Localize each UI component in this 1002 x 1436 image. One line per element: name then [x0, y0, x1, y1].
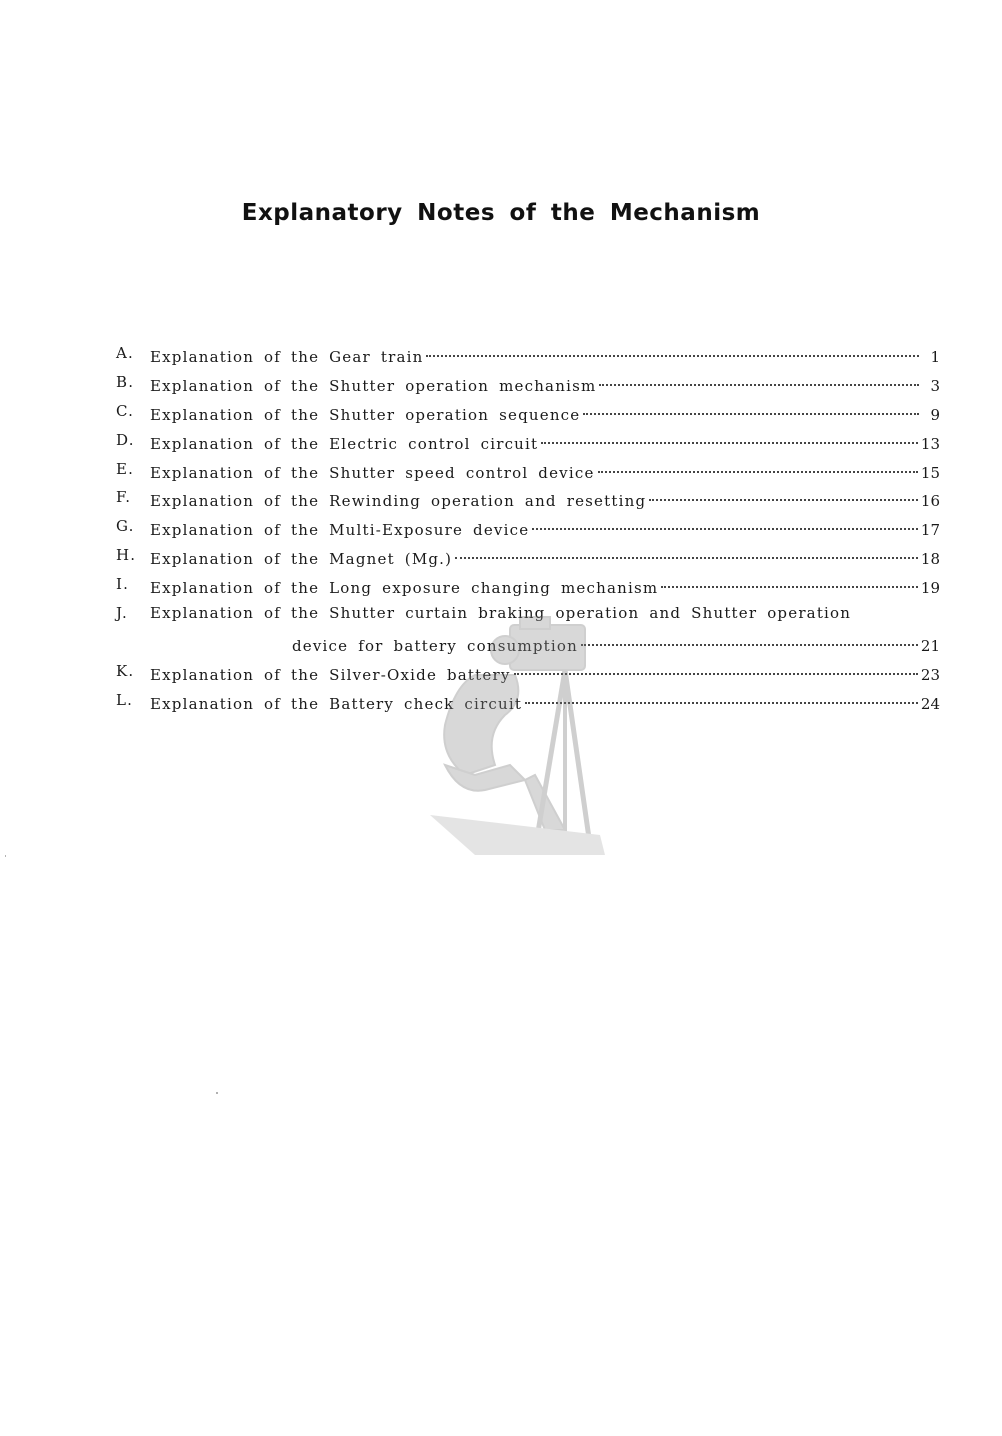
- toc-entry-page: 15: [920, 463, 940, 482]
- toc-entry-title: Explanation of the Multi-Exposure device: [150, 521, 530, 540]
- toc-entry-page: 19: [920, 579, 940, 598]
- toc-entry: [116, 369, 940, 398]
- scan-speck: [5, 855, 6, 857]
- toc-entry: [116, 513, 940, 542]
- toc-entry-page: 17: [920, 521, 940, 540]
- toc-entry: [116, 600, 940, 629]
- toc-entry-letter: B.: [116, 372, 135, 391]
- toc-entry-title: Explanation of the Rewinding operation and resetting: [150, 492, 647, 511]
- toc-entry-title: Explanation of the Shutter curtain braking operation and Shutter operation: [150, 604, 852, 623]
- toc-entry: [116, 456, 940, 485]
- toc-entry-title: Explanation of the Shutter operation sequence: [150, 405, 581, 424]
- toc-entry: [116, 542, 940, 571]
- toc-entry-continuation: [116, 629, 940, 658]
- toc-entry: [116, 484, 940, 513]
- toc-entry-page: 9: [930, 405, 940, 424]
- toc-entry: [116, 398, 940, 427]
- toc-entry-page: 24: [920, 694, 940, 713]
- table-of-contents: [116, 340, 940, 716]
- dot-leader: [426, 344, 919, 362]
- toc-entry: [116, 658, 940, 687]
- toc-entry: [116, 427, 940, 456]
- toc-entry-letter: G.: [116, 517, 135, 536]
- scan-speck: [216, 1092, 218, 1094]
- dot-leader: [598, 460, 918, 478]
- toc-entry: [116, 687, 940, 716]
- dot-leader: [599, 373, 919, 391]
- toc-entry-title: Explanation of the Electric control circuit: [150, 434, 539, 453]
- toc-entry-title: Explanation of the Magnet (Mg.): [150, 550, 453, 569]
- toc-entry-letter: J.: [116, 604, 129, 623]
- toc-entry-letter: A.: [116, 344, 135, 362]
- toc-entry-title: Explanation of the Shutter speed control device: [150, 463, 595, 482]
- toc-entry-letter: L.: [116, 690, 134, 709]
- toc-entry-page: 13: [920, 434, 940, 453]
- toc-entry-page: 23: [920, 665, 940, 684]
- dot-leader: [514, 662, 918, 680]
- dot-leader: [532, 517, 918, 535]
- toc-entry-letter: I.: [116, 575, 130, 594]
- dot-leader: [525, 691, 918, 709]
- dot-leader: [583, 402, 919, 420]
- toc-entry-letter: C.: [116, 401, 135, 420]
- toc-entry-letter: E.: [116, 459, 135, 478]
- toc-entry-letter: F.: [116, 488, 132, 507]
- toc-entry: [116, 571, 940, 600]
- toc-entry-page: 16: [920, 492, 940, 511]
- toc-entry-page: 18: [920, 550, 940, 569]
- toc-entry-title: Explanation of the Long exposure changing mechanism: [150, 579, 659, 598]
- page-title: Explanatory Notes of the Mechanism: [241, 200, 761, 226]
- toc-entry-letter: D.: [116, 430, 135, 449]
- toc-entry-letter: K.: [116, 661, 135, 680]
- toc-entry-page: 3: [930, 376, 940, 395]
- dot-leader: [581, 633, 918, 651]
- toc-entry-page: 1: [930, 348, 940, 366]
- dot-leader: [661, 575, 918, 593]
- toc-entry-letter: H.: [116, 546, 137, 565]
- dot-leader: [541, 431, 918, 449]
- toc-entry-title: Explanation of the Gear train: [150, 348, 424, 366]
- toc-entry-page: 21: [920, 636, 940, 655]
- toc-entry: [116, 340, 940, 369]
- toc-entry-title: Explanation of the Shutter operation mechanism: [150, 376, 597, 395]
- toc-entry-title: Explanation of the Silver-Oxide battery: [150, 665, 511, 684]
- dot-leader: [649, 488, 918, 506]
- dot-leader: [455, 546, 918, 564]
- toc-entry-title: Explanation of the Battery check circuit: [150, 694, 523, 713]
- toc-entry-title-continuation: device for battery consumption: [292, 636, 579, 655]
